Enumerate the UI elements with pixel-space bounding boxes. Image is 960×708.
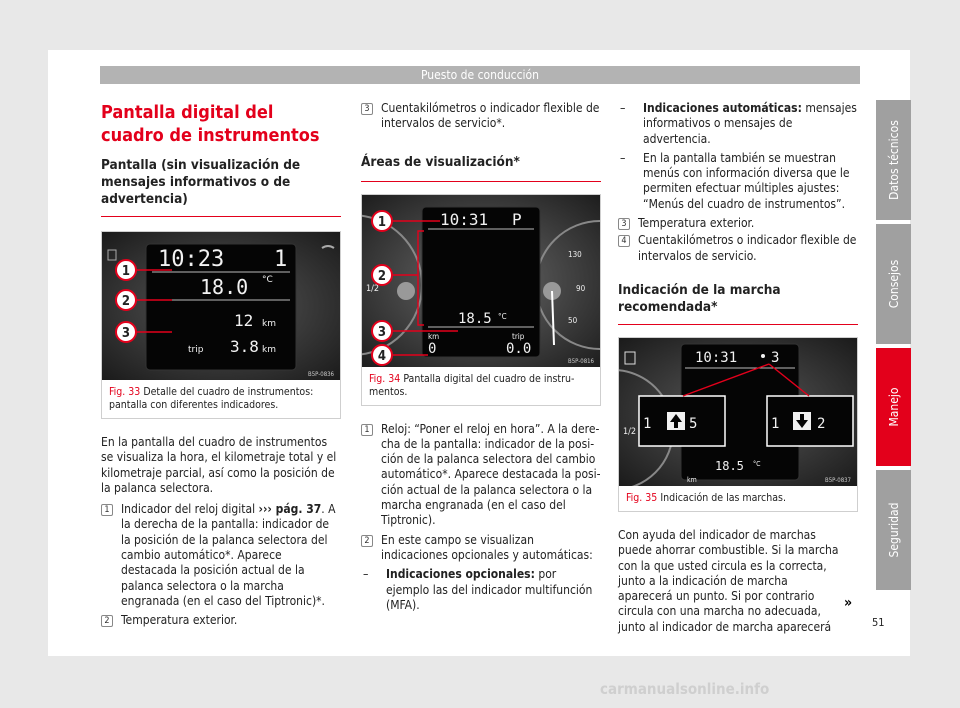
tab-consejos[interactable]: Consejos (876, 224, 911, 344)
legend-item-4: 4 Cuentakilómetros o indicador flexible de intervalos de servicio. (618, 233, 858, 264)
lcd-temp: 18.5 (458, 310, 492, 327)
gauge-label-50: 50 (568, 315, 578, 325)
callout-1: 1 (121, 264, 131, 279)
figure-code: B5P-0816 (568, 357, 594, 365)
page-header: Puesto de conducción (100, 66, 860, 84)
lcd-km-value: 12 (234, 311, 254, 330)
legend-number: 1 (361, 424, 373, 436)
lcd-temp: 18.5 (715, 458, 744, 473)
callout-2: 2 (121, 294, 131, 309)
caption-text: Pantalla digital del cuadro de instrumentos. (369, 372, 575, 398)
gauge-label-130: 130 (568, 249, 582, 259)
caption-text: Indicación de las marchas. (660, 491, 786, 504)
legend-item-2: 2 En este campo se visualizan indicaciones opcionales y automáticas: (361, 533, 601, 564)
legend-item-1: 1 Reloj: “Poner el reloj en hora”. A la derecha de la pantalla: indicador de la posición de la palanca selectora del cambio automático*. Aparece destacada la posición actual de la palanca selectora o la marcha engranada (en el caso del Tiptronic). (361, 422, 601, 529)
legend-item-3: 3 Temperatura exterior. (618, 216, 858, 231)
upshift-current-gear: 1 (643, 415, 652, 432)
callout-4: 4 (377, 348, 387, 364)
lcd-trip-label: trip (188, 345, 204, 355)
lcd-temp: 18.0 (200, 275, 249, 299)
legend-item-1: 1 Indicador del reloj digital ››› pág. 37. A la derecha de la pantalla: indicador de la posición de la palanca selectora del cambio automático*. Aparece destacada la posición actual de la palanca selectora o la marcha engranada (en el caso del Tiptronic)*. (101, 502, 341, 609)
callout-1: 1 (377, 214, 387, 230)
legend-item-3: 3 Cuentakilómetros o indicador flexible de intervalos de servicio*. (361, 101, 601, 132)
subsection-title: Pantalla (sin visualización de mensajes informativos o de advertencia) (101, 157, 341, 217)
lcd-gear: 1 (274, 247, 288, 272)
lcd-trip-value: 3.8 (230, 337, 259, 356)
figure-35 (618, 337, 858, 512)
figure-33 (101, 231, 341, 419)
lcd-temp-unit: °C (498, 311, 507, 321)
dash-item-optional: – Indicaciones opcionales: por ejemplo las del indicador multifunción (MFA). (361, 567, 601, 613)
lcd-time: 10:23 (158, 247, 225, 272)
section-title: Pantalla digital del cuadro de instrumentos (101, 102, 320, 146)
legend-item-2: 2 Temperatura exterior. (101, 613, 341, 628)
figure-number: Fig. 35 (626, 491, 658, 504)
intro-paragraph: En la pantalla del cuadro de instrumentos se visualiza la hora, el kilometraje total y el kilometraje parcial, así como la posición de la palanca selectora. (101, 435, 337, 495)
column-3 (618, 95, 858, 635)
figure-35-image (619, 338, 857, 486)
figure-code: B5P-0836 (308, 371, 334, 378)
figure-code: B5P-0837 (825, 476, 851, 484)
figure-33-image (102, 232, 340, 380)
page-number: 51 (872, 616, 885, 629)
legend-number: 4 (618, 235, 630, 247)
tab-datos-tecnicos[interactable]: Datos técnicos (876, 100, 911, 220)
lcd-km-value: 0 (428, 340, 437, 357)
page-link[interactable]: ››› pág. 37 (258, 502, 322, 517)
lcd-time: 10:31 (440, 209, 489, 229)
legend-number: 2 (101, 615, 113, 627)
callout-2: 2 (377, 268, 387, 284)
dash-item-automatic: – Indicaciones automáticas: mensajes informativos o mensajes de advertencia. (618, 101, 858, 147)
column-1 (101, 95, 341, 629)
lcd-temp-unit: °C (262, 275, 273, 285)
gauge-half: 1/2 (623, 426, 637, 437)
gauge-label-90: 90 (576, 283, 586, 293)
continue-marker: » (844, 595, 853, 611)
subsection-title: Áreas de visualización* (361, 154, 601, 182)
lcd-km-unit: km (262, 319, 276, 329)
downshift-gear: 2 (817, 415, 826, 432)
callout-3: 3 (377, 324, 387, 340)
lcd-gear: P (512, 209, 522, 229)
lcd-trip-label: trip (512, 331, 525, 341)
lcd-time: 10:31 (695, 349, 738, 366)
figure-34-caption (362, 367, 600, 405)
figure-35-caption (619, 486, 857, 511)
tab-seguridad[interactable]: Seguridad (876, 470, 911, 590)
subsection-title: Indicación de la marcha recomendada* (618, 282, 858, 325)
figure-33-caption (102, 380, 340, 418)
upshift-gear: 5 (689, 415, 698, 432)
legend-number: 3 (618, 218, 630, 230)
downshift-current-gear: 1 (771, 415, 780, 432)
figure-number: Fig. 33 (109, 386, 141, 398)
dash-item-menus: – En la pantalla también se muestran menús con información diversa que le permiten efectuar múltiples ajustes: “Menús del cuadro de instrumentos”. (618, 151, 858, 212)
caption-text: Detalle del cuadro de instrumentos: pantalla con diferentes indicadores. (109, 386, 314, 411)
figure-34 (361, 194, 601, 406)
legend-number: 1 (101, 504, 113, 516)
legend-number: 2 (361, 535, 373, 547)
watermark: carmanualsonline.info (600, 680, 770, 698)
lcd-km-label: km (428, 331, 440, 341)
figure-number: Fig. 34 (369, 372, 401, 385)
callout-3: 3 (121, 326, 131, 341)
lcd-trip-unit: km (262, 345, 276, 355)
figure-34-image (362, 195, 600, 367)
lcd-trip-value: 0.0 (506, 340, 532, 357)
lcd-gear: 3 (771, 349, 780, 366)
legend-number: 3 (361, 103, 373, 115)
lcd-km-label: km (687, 475, 697, 484)
lcd-temp-unit: °C (753, 459, 761, 468)
gauge-half: 1/2 (366, 283, 380, 294)
column-2 (361, 95, 601, 613)
tab-manejo[interactable]: Manejo (876, 348, 911, 466)
body-paragraph: Con ayuda del indicador de marchas puede ahorrar combustible. Si la marcha con la que usted circula es la correcta, junto a la indicación de marcha aparecerá un punto. Si por contrario circula con una marcha no adecuada, junto al indicador de marcha aparecerá (618, 527, 839, 634)
